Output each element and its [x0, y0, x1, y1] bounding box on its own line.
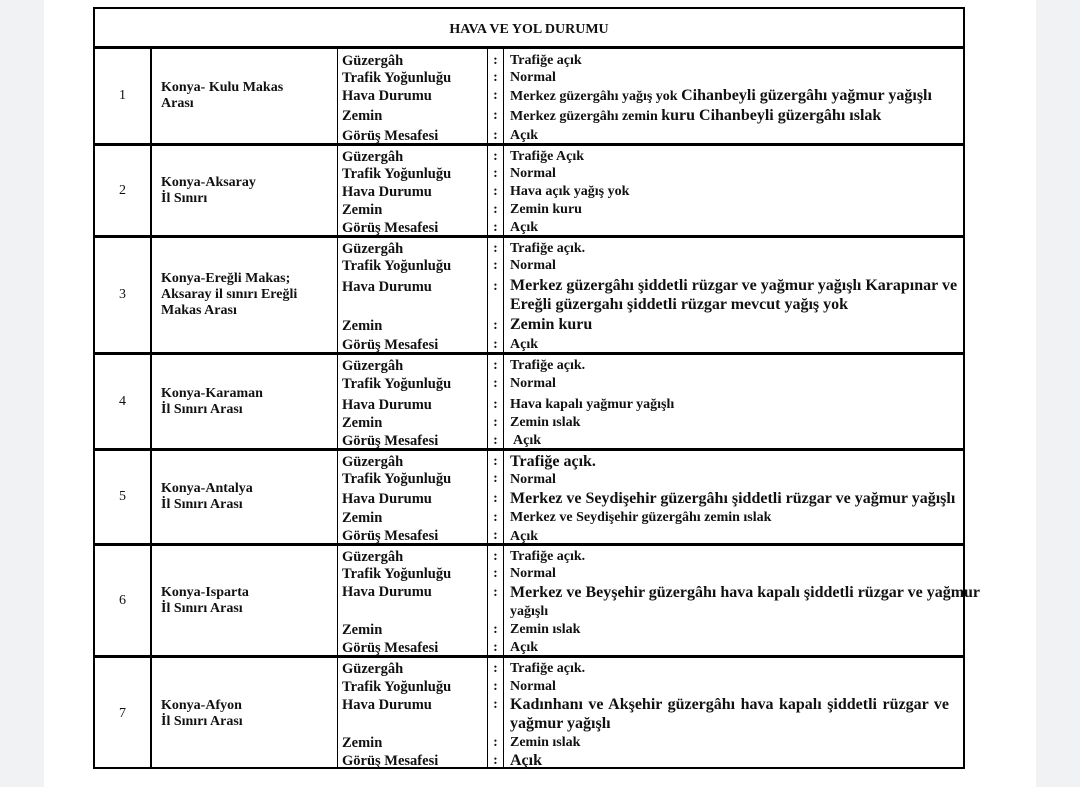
label-visibility: Görüş Mesafesi: [342, 753, 439, 769]
value-visibility: Açık: [510, 128, 538, 143]
value-ground-part: Merkez güzergâhı zemin: [510, 109, 658, 124]
colon: :: [493, 337, 498, 352]
label-column: [338, 146, 488, 235]
colon: :: [493, 549, 498, 564]
value-traffic: Normal: [510, 70, 556, 85]
route-name-line: Makas Arası: [161, 303, 237, 318]
value-visibility: Açık: [510, 220, 538, 235]
weather-road-table: [93, 7, 981, 769]
value-route: Trafiğe açık.: [510, 241, 586, 256]
colon: :: [493, 258, 498, 273]
value-traffic: Normal: [510, 566, 556, 581]
label-route: Güzergâh: [342, 53, 404, 69]
label-visibility: Görüş Mesafesi: [342, 528, 439, 544]
label-weather: Hava Durumu: [342, 697, 432, 713]
colon: :: [493, 415, 498, 430]
label-route: Güzergâh: [342, 358, 404, 374]
document-page: [44, 0, 1036, 787]
value-weather: [510, 87, 932, 106]
label-weather: Hava Durumu: [342, 88, 432, 104]
value-weather: Merkez güzergâhı şiddetli rüzgar ve yağmur yağışlı Karapınar ve: [510, 277, 958, 294]
route-name-line: İl Sınırı Arası: [161, 401, 243, 417]
route-name: [152, 658, 338, 769]
label-column: [338, 355, 488, 448]
route-name-line: Konya- Kulu Makas: [161, 80, 284, 95]
colon: :: [493, 471, 498, 486]
colon-column: [488, 451, 504, 543]
colon: :: [493, 241, 498, 256]
colon: :: [493, 128, 498, 143]
value-traffic: Normal: [510, 258, 556, 273]
label-traffic: Trafik Yoğunluğu: [342, 70, 452, 86]
table-row: [95, 238, 963, 355]
value-ground: Merkez ve Seydişehir güzergâhı zemin ıslak: [510, 510, 772, 525]
colon-column: [488, 546, 504, 655]
value-ground: Zemin ıslak: [510, 415, 581, 430]
colon: :: [493, 735, 498, 750]
colon: :: [493, 433, 498, 448]
row-number: 3: [95, 238, 152, 352]
value-weather: Ereğli güzergahı şiddetli rüzgar mevcut yağış yok: [510, 296, 849, 313]
colon: :: [493, 679, 498, 694]
route-name-line: Konya-Antalya: [161, 481, 253, 496]
colon-column: [488, 49, 504, 143]
label-traffic: Trafik Yoğunluğu: [342, 376, 452, 392]
value-route: Trafiğe açık.: [510, 549, 586, 564]
colon: :: [493, 149, 498, 164]
colon: :: [493, 184, 498, 199]
value-traffic: Normal: [510, 166, 556, 181]
value-column: [504, 238, 963, 352]
colon: :: [493, 528, 498, 543]
label-column: [338, 658, 488, 769]
value-ground: Zemin ıslak: [510, 622, 581, 637]
value-weather: Hava açık yağış yok: [510, 184, 630, 199]
label-weather: Hava Durumu: [342, 584, 432, 600]
colon: :: [493, 640, 498, 655]
colon: :: [493, 510, 498, 525]
label-traffic: Trafik Yoğunluğu: [342, 166, 452, 182]
colon: :: [493, 661, 498, 676]
label-route: Güzergâh: [342, 661, 404, 677]
colon: :: [493, 622, 498, 637]
value-weather-part: Merkez güzergâhı yağış yok: [510, 89, 678, 104]
table-row: [95, 451, 963, 546]
colon: :: [493, 53, 498, 68]
value-ground: [510, 107, 881, 126]
label-ground: Zemin: [342, 108, 383, 124]
colon: :: [493, 88, 498, 103]
value-ground: Zemin ıslak: [510, 735, 581, 750]
value-column: [504, 658, 963, 769]
route-name-line: İl Sınırı Arası: [161, 713, 243, 729]
label-weather: Hava Durumu: [342, 279, 432, 295]
value-visibility: Açık: [510, 640, 538, 655]
colon: :: [493, 376, 498, 391]
route-name-line: İl Sınırı Arası: [161, 600, 243, 616]
table-row: [95, 146, 963, 238]
value-weather: Merkez ve Seydişehir güzergâhı şiddetli rüzgar ve yağmur yağışlı: [510, 490, 956, 507]
value-visibility: Açık: [510, 529, 538, 544]
value-ground-part: kuru Cihanbeyli güzergâhı ıslak: [661, 107, 882, 124]
label-visibility: Görüş Mesafesi: [342, 640, 439, 656]
colon: :: [493, 108, 498, 123]
label-route: Güzergâh: [342, 549, 404, 565]
label-ground: Zemin: [342, 202, 383, 218]
colon: :: [493, 454, 498, 469]
row-number: 6: [95, 546, 152, 655]
label-ground: Zemin: [342, 510, 383, 526]
route-name-line: Konya-Ereğli Makas;: [161, 271, 291, 286]
colon-column: [488, 355, 504, 448]
value-route: Trafiğe Açık: [510, 149, 585, 164]
colon: :: [493, 585, 498, 600]
label-route: Güzergâh: [342, 454, 404, 470]
colon: :: [493, 697, 498, 712]
label-route: Güzergâh: [342, 241, 404, 257]
route-name: [152, 146, 338, 235]
label-traffic: Trafik Yoğunluğu: [342, 471, 452, 487]
label-weather: Hava Durumu: [342, 491, 432, 507]
value-column: [504, 355, 963, 448]
row-number: 5: [95, 451, 152, 543]
label-ground: Zemin: [342, 735, 383, 751]
value-weather: Merkez ve Beyşehir güzergâhı hava kapalı şiddetli rüzgar ve yağmur: [510, 584, 981, 601]
value-visibility: Açık: [513, 433, 541, 448]
label-ground: Zemin: [342, 318, 383, 334]
value-column: [504, 451, 963, 543]
colon: :: [493, 397, 498, 412]
label-visibility: Görüş Mesafesi: [342, 337, 439, 353]
value-weather: yağışlı: [510, 604, 549, 619]
value-traffic: Normal: [510, 472, 556, 487]
row-number: 1: [95, 49, 152, 143]
label-column: [338, 49, 488, 143]
table-title: HAVA VE YOL DURUMU: [95, 9, 963, 49]
route-name-line: Arası: [161, 96, 194, 111]
label-traffic: Trafik Yoğunluğu: [342, 679, 452, 695]
value-column: [504, 546, 981, 655]
colon: :: [493, 202, 498, 217]
label-visibility: Görüş Mesafesi: [342, 220, 439, 236]
route-name: [152, 355, 338, 448]
label-visibility: Görüş Mesafesi: [342, 433, 439, 449]
row-number: 7: [95, 658, 152, 769]
label-weather: Hava Durumu: [342, 184, 432, 200]
value-weather-part: Cihanbeyli güzergâhı yağmur yağışlı: [681, 87, 932, 104]
route-name: [152, 451, 338, 543]
label-ground: Zemin: [342, 622, 383, 638]
colon-column: [488, 658, 504, 769]
label-traffic: Trafik Yoğunluğu: [342, 258, 452, 274]
colon: :: [493, 566, 498, 581]
label-weather: Hava Durumu: [342, 397, 432, 413]
value-route: Trafiğe açık.: [510, 453, 596, 470]
colon-column: [488, 146, 504, 235]
route-name-line: Konya-Aksaray: [161, 174, 256, 190]
row-number: 4: [95, 355, 152, 448]
value-ground: Zemin kuru: [510, 202, 582, 217]
value-visibility: Açık: [510, 752, 542, 769]
label-column: [338, 238, 488, 352]
route-name-line: Konya-Afyon: [161, 697, 242, 713]
label-visibility: Görüş Mesafesi: [342, 128, 439, 144]
colon: :: [493, 279, 498, 294]
label-route: Güzergâh: [342, 149, 404, 165]
colon: :: [493, 70, 498, 85]
colon: :: [493, 220, 498, 235]
table-row: [95, 546, 981, 658]
value-visibility: Açık: [510, 337, 538, 352]
route-name-line: İl Sınırı: [161, 190, 208, 206]
table-row: [95, 658, 963, 769]
value-column: [504, 146, 963, 235]
colon: :: [493, 166, 498, 181]
value-route: Trafiğe açık.: [510, 661, 586, 676]
table-row: [95, 355, 963, 451]
colon-column: [488, 238, 504, 352]
label-column: [338, 451, 488, 543]
label-column: [338, 546, 488, 655]
value-traffic: Normal: [510, 679, 556, 694]
route-name-line: İl Sınırı Arası: [161, 497, 243, 512]
value-weather: Kadınhanı ve Akşehir güzergâhı hava kapalı şiddetli rüzgar ve: [510, 696, 949, 713]
value-route: Trafiğe açık: [510, 53, 582, 68]
route-name: [152, 238, 338, 352]
value-ground: Zemin kuru: [510, 316, 593, 333]
table-row: [95, 49, 963, 146]
route-name-line: Konya-Karaman: [161, 385, 263, 401]
route-name-line: Aksaray il sınırı Ereğli: [161, 287, 298, 302]
colon: :: [493, 318, 498, 333]
route-name: [152, 546, 338, 655]
route-name-line: Konya-Isparta: [161, 584, 249, 600]
route-name: [152, 49, 338, 143]
colon: :: [493, 358, 498, 373]
colon: :: [493, 491, 498, 506]
label-ground: Zemin: [342, 415, 383, 431]
value-traffic: Normal: [510, 376, 556, 391]
value-weather: Hava kapalı yağmur yağışlı: [510, 397, 675, 412]
value-route: Trafiğe açık.: [510, 358, 586, 373]
colon: :: [493, 753, 498, 768]
value-column: [504, 49, 963, 143]
label-traffic: Trafik Yoğunluğu: [342, 566, 452, 582]
value-weather: yağmur yağışlı: [510, 715, 611, 732]
row-number: 2: [95, 146, 152, 235]
